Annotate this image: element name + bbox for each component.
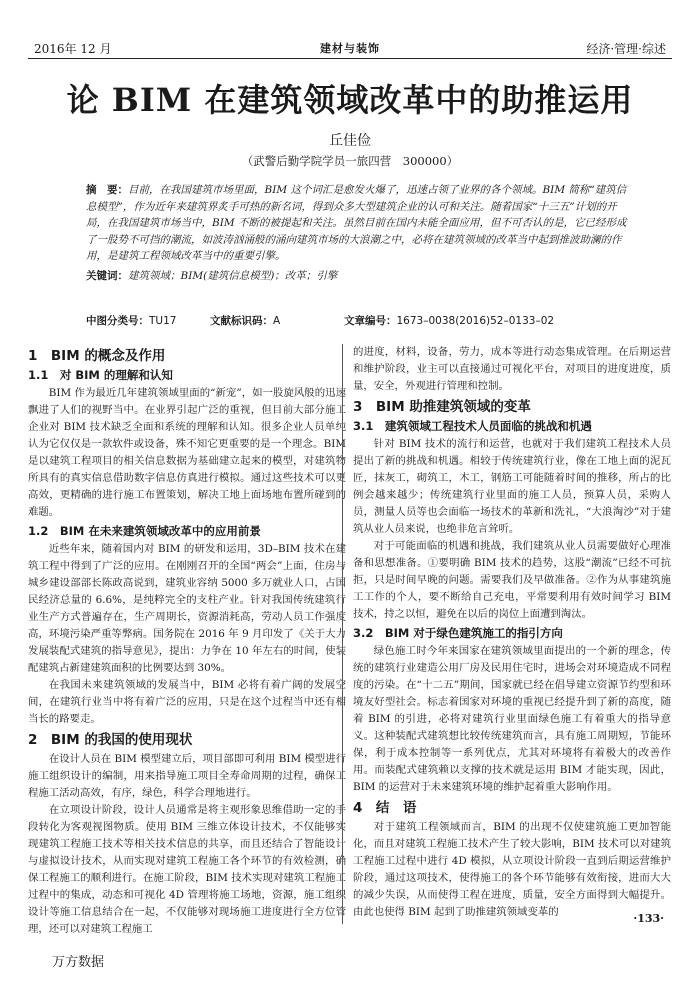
paragraph: 在设计人员在 BIM 模型建立后，项目部即可利用 BIM 模型进行施工组织设计的编制，用来指导施工项目全寿命周期的过程，确保工程施工活动高效，有序，绿色，科学合理地进行。 (28, 753, 346, 799)
header-section: 经济·管理·综述 (586, 42, 666, 56)
author-name: 丘佳俭 (329, 133, 371, 149)
page-number: ·133· (633, 912, 664, 925)
article-title: 论 BIM 在建筑领域改革中的助推运用 (66, 81, 634, 119)
subsection-heading: 3.2 BIM 对于绿色建筑施工的指引方向 (353, 626, 563, 640)
section-heading: 1 BIM 的概念及作用 (28, 348, 166, 364)
keywords-label: 关键词： (86, 269, 128, 282)
paragraph: BIM 作为最近几年建筑领域里面的“新宠”，如一股旋风般的迅速飘进了人们的视野当中。在业界引起广泛的重视，但目前大部分施工企业对 BIM 技术缺乏全面和系统的理解和认知。很多企业人员单纯认为它仅仅是一款软件或设备，殊不知它更重要的是一个理念。BIM 是以建筑工程项目的相关信息数据为基础建立起来的模型，对建筑物所具有的真实信息借助数字信息仿真进行模拟。通过这些技术可以更高效，更精确的进行施工布置策划，解决工地上面场地布置所碰到的难题。 (28, 387, 346, 518)
subsection-heading: 1.2 BIM 在未来建筑领域改革中的应用前景 (28, 524, 261, 538)
paragraph: 近些年来，随着国内对 BIM 的研发和运用，3D–BIM 技术在建筑工程中得到了广泛的应用。在刚刚召开的全国“两会”上面，住房与城乡建设部部长陈政高说到，建筑业容纳 5000 多万就业人口，占国民经济总量的 6.6%，是纯粹完全的支柱产业。针对我国传统建筑行业生产方式普遍存在，生产周期长，资源消耗高，劳动人员工作强度高，环境污染严重等弊病。国务院在 2016 年 9 月印发了《关于大力发展装配式建筑的指导意见》，提出：力争在 10 年左右的时间，使装配建筑占新建建筑面积的比例要达到 30%。 (28, 543, 346, 674)
keywords-text: 建筑领域；BIM(建筑信息模型)；改革；引擎 (128, 269, 338, 282)
section-heading: 2 BIM 的我国的使用现状 (28, 732, 193, 748)
header-date: 2016年 12 月 (34, 42, 112, 56)
running-header (28, 40, 672, 59)
author-affiliation: （武警后勤学院学员一旅四营 300000） (241, 154, 459, 168)
abstract-text: 目前，在我国建筑市场里面，BIM 这个词汇是愈发火爆了，迅速占领了业界的各个领域。BIM 简称“建筑信息模型”，作为近年来建筑界炙手可热的新名词，得到众多大型建筑企业的认可和关注。随着国家“十三五”计划的开局，在我国建筑市场当中，BIM 不断的被提起和关注。虽然目前在国内未能全面应用，但不可否认的是，它已经形成了一股势不可挡的潮流，如波涛汹涌般的涌向建筑市场的大浪潮之中，必将在建筑领域的改革当中起到推波助澜的作用，是建筑工程领域改革当中的重要引擎。 (86, 184, 627, 262)
paragraph: 在我国未来建筑领域的发展当中，BIM 必将有着广阔的发展空间，在建筑行业当中将有着广泛的应用，只是在这个过程当中还有相当长的路要走。 (28, 679, 346, 725)
abstract-label: 摘 要： (86, 184, 128, 196)
keywords (86, 268, 636, 285)
paragraph: 针对 BIM 技术的流行和运营，也就对于我们建筑工程技术人员提出了新的挑战和机遇。相较于传统建筑行业，像在工地上面的泥瓦匠，抹灰工，砌筑工，木工，钢筋工可能随着时间的推移，所占的比例会越来越少；传统建筑行业里面的施工人员，预算人员，采购人员，测量人员等也会面临一场技术的革新和洗礼，“大浪淘沙”对于建筑从业人员来说，也绝非危言耸听。 (353, 438, 671, 535)
clc-number: 中图分类号：TU17 (86, 315, 177, 327)
column-divider (342, 344, 343, 924)
paragraph: 在立项设计阶段，设计人员通常是将主观形象思维借助一定的手段转化为客观视图物质。使用 BIM 三维立体设计技术，不仅能够实现建筑工程施工技术等相关技术信息的共享，而且还结合了智能设计与虚拟设计技术，从而实现对建筑工程施工各个环节的有效检测，确保工程施工的顺利进行。在施工阶段，BIM 技术实现对建筑工程施工过程中的集成，动态和可视化 4D 管理将施工场地，资源，施工组织设计等施工信息结合在一起，不仅能够对现场施工进度进行全方位管理，还可以对建筑工程施工 (28, 804, 346, 935)
paragraph: 对于可能面临的机遇和挑战，我们建筑从业人员需要做好心理准备和思想准备。①要明确 BIM 技术的趋势，这股“潮流”已经不可抗拒，只是时间早晚的问题。需要我们及早做准备。②作为从事建筑施工工作的个人，要不断给自己充电，平常要利用有效时间学习 BIM 技术，持之以恒，避免在以后的岗位上面遭到淘汰。 (353, 540, 671, 620)
abstract (86, 182, 636, 265)
article-number: 文章编号：1673–0038(2016)52–0133–02 (344, 315, 555, 327)
document-code: 文献标识码：A (210, 315, 281, 327)
paragraph: 的进度，材料，设备，劳力，成本等进行动态集成管理。在后期运营和维护阶段，业主可以直接通过可视化平台，对项目的进度进度，质量，安全，外观进行管理和控制。 (353, 346, 671, 392)
classification-row (86, 313, 636, 329)
right-column (353, 344, 671, 921)
left-column (28, 344, 346, 938)
paragraph: 对于建筑工程领域而言，BIM 的出现不仅使建筑施工更加智能化，而且对建筑工程施工技术产生了较大影响，BIM 技术可以对建筑工程施工过程中进行 4D 模拟，从立项设计阶段一直到后期运营维护阶段，通过这项技术，使得施工的各个环节能够有效衔接，进而大大的减少失误，从而使得工程在进度，质量，安全方面得到大幅提升。由此也使得 BIM 起到了助推建筑领域变革的 (353, 821, 671, 918)
subsection-heading: 1.1 对 BIM 的理解和认知 (28, 368, 173, 382)
abstract-block (86, 182, 636, 284)
paragraph: 绿色施工时今年来国家在建筑领域里面提出的一个新的理念，传统的建筑行业建造公用厂房及民用住宅时，进场会对环境造成不同程度的污染。在“十二五”期间，国家就已经在倡导建立资源节约型和环境友好型社会。标志着国家对环境的重视已经提升到了新的高度，随着 BIM 的引进，必将对建筑行业里面绿色施工有着重大的指导意义。这种装配式建筑想比较传统建筑而言，具有施工周期短，节能环保，利于成本控制等一系列优点，尤其对环境将有着极大的改善作用。而装配式建筑赖以支撑的技术就是运用 BIM 才能实现，因此，BIM 的运营对于未来建筑环境的维护起着重大影响作用。 (353, 645, 671, 793)
section-heading: 3 BIM 助推建筑领域的变革 (353, 399, 531, 415)
subsection-heading: 3.1 建筑领域工程技术人员面临的挑战和机遇 (353, 419, 592, 433)
footer-watermark: 万方数据 (52, 955, 105, 970)
header-journal-name: 建材与装饰 (320, 42, 380, 55)
section-heading: 4 结 语 (353, 800, 417, 816)
